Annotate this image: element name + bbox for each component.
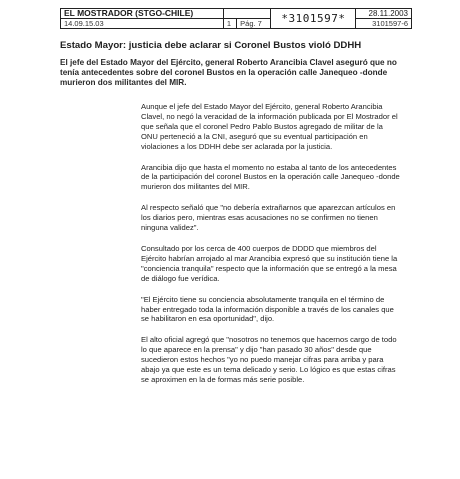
body-paragraph: Al respecto señaló que "no debería extrañarnos que aparezcan artículos en los diarios pero, mientras esas acusaciones no se confirmen no tienen ninguna validez". [141,203,396,233]
clip-reference: 3101597-6 [356,19,412,29]
body-paragraph: Aunque el jefe del Estado Mayor del Ejército, general Roberto Arancibia Clavel, no negó la veracidad de la información publicada por El Mostrador el que señala que el coronel Pedro Pablo Bustos agregado de militar de la ONU perteneció a la CNI, aseguró que su eventual participación en violaciones a los DDHH debe ser aclarada por la justicia. [141,102,398,151]
article-body [141,102,401,396]
clipping-header [60,8,412,29]
publication-name: EL MOSTRADOR (STGO-CHILE) [61,9,224,19]
article-headline: Estado Mayor: justicia debe aclarar si Coronel Bustos violó DDHH [60,40,362,51]
clip-date: 28.11.2003 [356,9,412,19]
clip-sub-date: 14.09.15.03 [61,19,224,29]
body-paragraph: Arancibia dijo que hasta el momento no estaba al tanto de los antecedentes de la participación del coronel Bustos en la operación calle Janequeo -donde murieron dos militantes del MIR. [141,162,400,192]
page-label: Pág. 7 [237,19,271,29]
body-paragraph: "El Ejército tiene su conciencia absolutamente tranquila en el término de haber entregado toda la información disponible a través de los canales que se habilitaron en esa oportunidad", dijo. [141,294,394,324]
body-paragraph: Consultado por los cerca de 400 cuerpos de DDDD que miembros del Ejército habrían arrojado al mar Arancibia expresó que su institución tiene la "conciencia tranquila" respecto que la información que se entregó a la mesa de diálogo fue verídica. [141,243,398,283]
body-paragraph: El alto oficial agregó que "nosotros no tenemos que hacernos cargo de todo lo que aparece en la prensa" y dijo "han pasado 30 años" desde que sucedieron estos hechos "yo no puedo manejar cifras para arriba y para abajo ya que este es un tema delicado y serio. Lo lógico es que estas cifras se aproximen en la de formas más serie posible. [141,335,397,384]
article-lead: El jefe del Estado Mayor del Ejército, general Roberto Arancibia Clavel aseguró que no tenía antecedentes sobre del coronel Bustos en la operación calle Janequeo -donde murieron dos militantes del MIR. [60,58,397,87]
clip-code: *3101597* [271,9,356,29]
page-number: 1 [223,19,236,29]
